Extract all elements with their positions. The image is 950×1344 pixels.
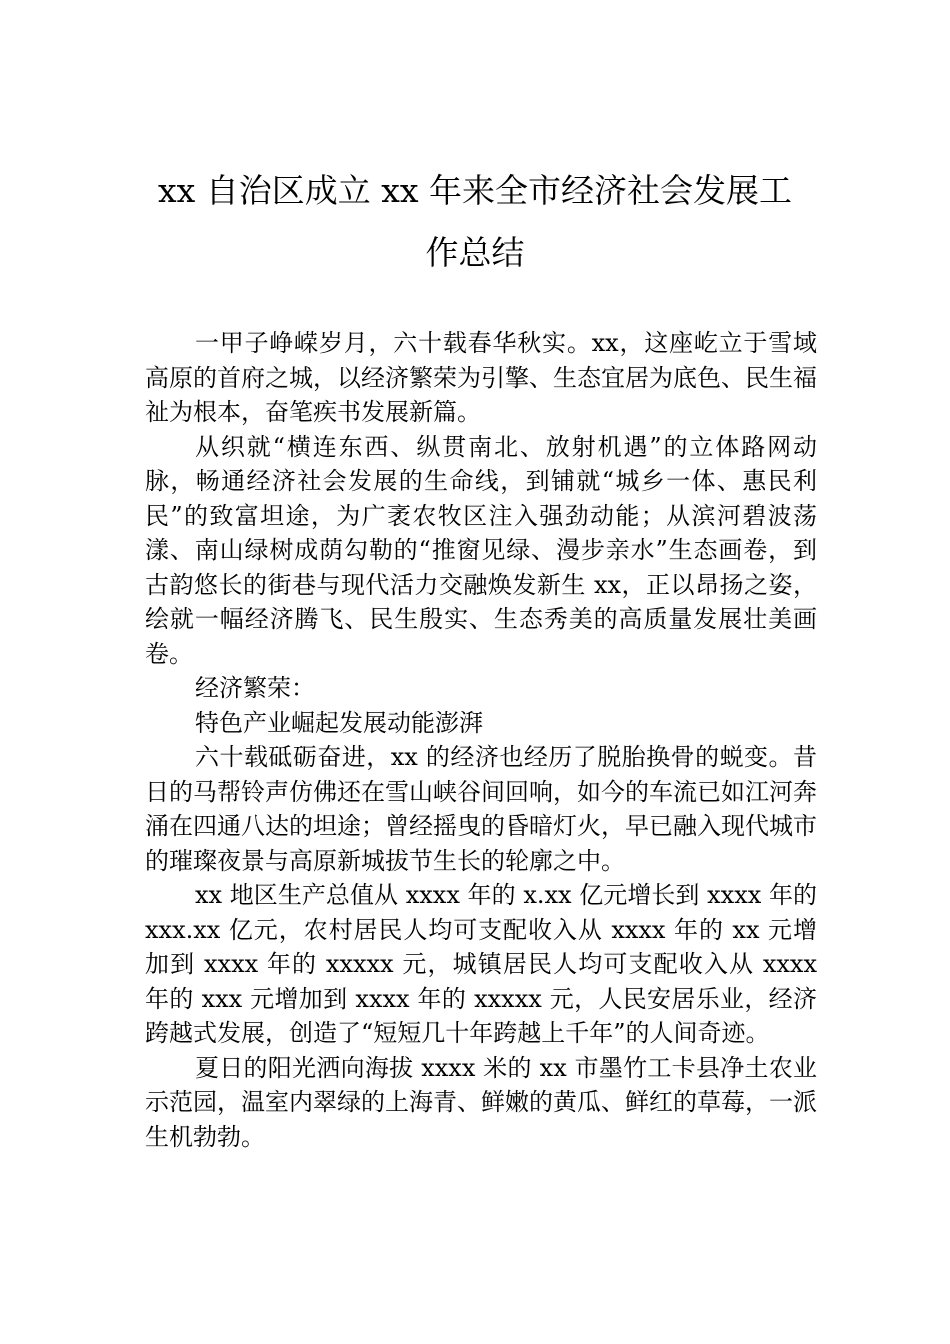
paragraph-intro: 一甲子峥嵘岁月，六十载春华秋实。xx，这座屹立于雪域高原的首府之城，以经济繁荣为引擎、生态宜居为底色、民生福祉为根本，奋笔疾书发展新篇。 <box>145 329 817 426</box>
document-body <box>145 326 817 1154</box>
title-line-2: 作总结 <box>425 233 525 272</box>
section-heading-economy: 经济繁荣： <box>195 674 315 702</box>
paragraph-agriculture: 夏日的阳光洒向海拔 xxxx 米的 xx 市墨竹工卡县净土农业示范园，温室内翠绿的上海青、鲜嫩的黄瓜、鲜红的草莓，一派生机勃勃。 <box>145 1053 817 1151</box>
paragraph-transformation: 六十载砥砺奋进，xx 的经济也经历了脱胎换骨的蜕变。昔日的马帮铃声仿佛还在雪山峡谷间回响，如今的车流已如江河奔涌在四通八达的坦途；曾经摇曳的昏暗灯火，早已融入现代城市的璀璨夜景与高原新城拔节生长的轮廓之中。 <box>145 743 817 875</box>
title-line-1: xx 自治区成立 xx 年来全市经济社会发展工 <box>158 171 792 210</box>
document-title <box>145 160 805 284</box>
paragraph-statistics: xx 地区生产总值从 xxxx 年的 x.xx 亿元增长到 xxxx 年的 xxx.xx 亿元，农村居民人均可支配收入从 xxxx 年的 xx 元增加到 xxxx 年的 xxxxx 元，城镇居民人均可支配收入从 xxxx 年的 xxx 元增加到 xxxx 年的 xxxxx 元，人民安居乐业，经济跨越式发展，创造了“短短几十年跨越上千年”的人间奇迹。 <box>145 881 817 1047</box>
subsection-heading-industry: 特色产业崛起发展动能澎湃 <box>195 708 483 737</box>
paragraph-development: 从织就“横连东西、纵贯南北、放射机遇”的立体路网动脉，畅通经济社会发展的生命线，到铺就“城乡一体、惠民利民”的致富坦途，为广袤农牧区注入强劲动能；从滨河碧波荡漾、南山绿树成荫勾勒的“推窗见绿、漫步亲水”生态画卷，到古韵悠长的街巷与现代活力交融焕发新生 xx，正以昂扬之姿，绘就一幅经济腾飞、民生殷实、生态秀美的高质量发展壮美画卷。 <box>145 432 817 668</box>
